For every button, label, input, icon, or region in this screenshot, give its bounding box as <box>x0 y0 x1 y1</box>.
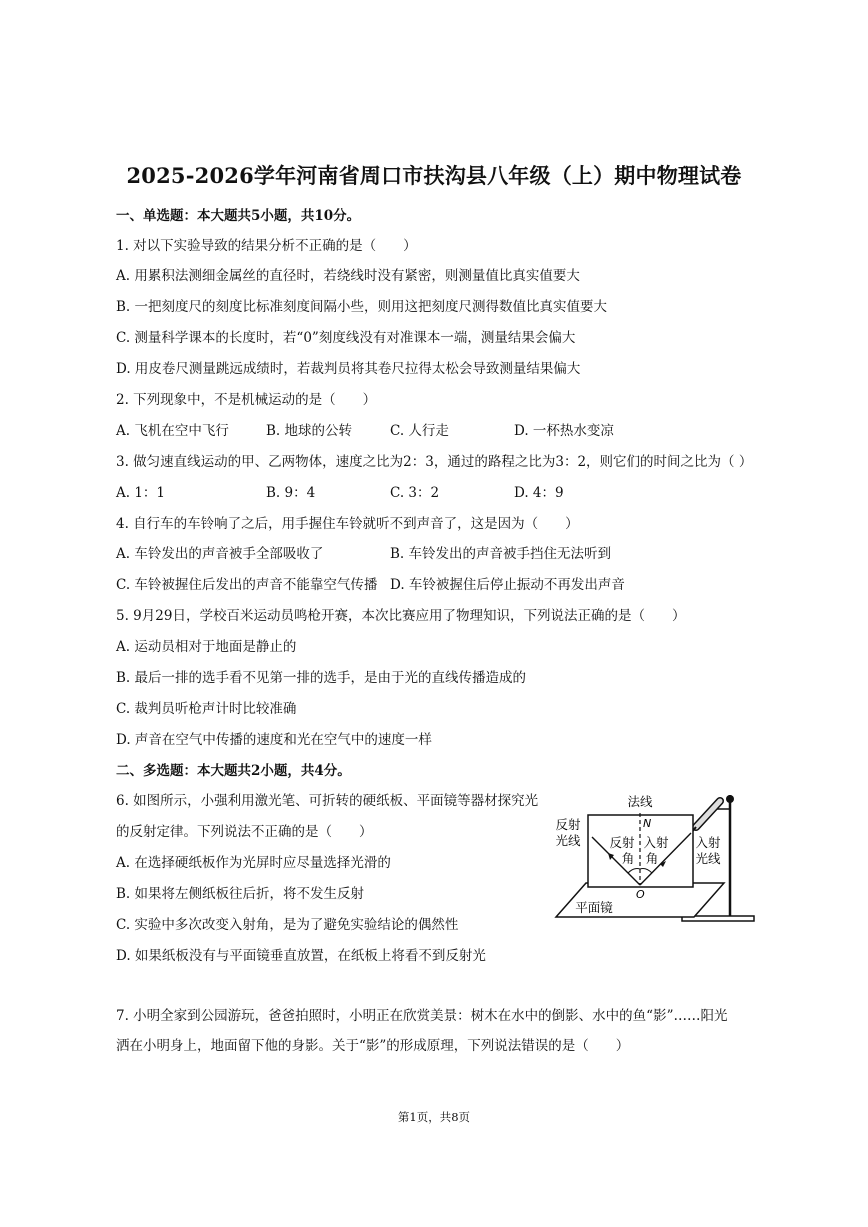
question-5-option-a: A. 运动员相对于地面是静止的 <box>116 639 297 655</box>
question-7-stem-line-2: 洒在小明身上，地面留下他的身影。关于“影”的形成原理，下列说法错误的是（ ） <box>116 1038 630 1054</box>
question-6-option-b: B. 如果将左侧纸板往后折，将不发生反射 <box>116 886 365 902</box>
incident-angle-label-2: 角 <box>645 851 659 866</box>
question-6-option-d: D. 如果纸板没有与平面镜垂直放置，在纸板上将看不到反射光 <box>116 948 486 964</box>
normal-n-label: N <box>643 817 652 830</box>
question-5-stem: 5. 9月29日，学校百米运动员鸣枪开赛，本次比赛应用了物理知识，下列说法正确的是（ ） <box>116 608 686 624</box>
question-2-stem: 2. 下列现象中，不是机械运动的是（ ） <box>116 392 377 408</box>
page-footer: 第1页，共8页 <box>397 1110 471 1124</box>
question-4-stem: 4. 自行车的车铃响了之后，用手握住车铃就听不到声音了，这是因为（ ） <box>116 516 579 532</box>
question-2-option-c: C. 人行走 <box>390 423 449 439</box>
reflected-ray-label-2: 光线 <box>555 833 581 848</box>
reflect-angle-label-1: 反射 <box>609 835 635 850</box>
reflect-angle-label-2: 角 <box>621 851 635 866</box>
question-5-option-b: B. 最后一排的选手看不见第一排的选手，是由于光的直线传播造成的 <box>116 670 527 686</box>
laser-pen <box>691 801 720 833</box>
question-3-option-c: C. 3：2 <box>390 485 440 501</box>
question-5-option-d: D. 声音在空气中传播的速度和光在空气中的速度一样 <box>116 732 432 748</box>
incident-ray-label-1: 入射 <box>695 835 721 850</box>
question-6-option-a: A. 在选择硬纸板作为光屏时应尽量选择光滑的 <box>116 855 391 871</box>
section-heading-multiple-choice: 二、多选题：本大题共2小题，共4分。 <box>116 763 351 779</box>
question-4-option-a: A. 车铃发出的声音被手全部吸收了 <box>116 546 324 562</box>
question-1-option-b: B. 一把刻度尺的刻度比标准刻度间隔小些，则用这把刻度尺测得数值比真实值要大 <box>116 299 608 315</box>
question-3-option-a: A. 1：1 <box>116 485 166 501</box>
question-2-option-a: A. 飞机在空中飞行 <box>116 423 229 439</box>
mirror-label: 平面镜 <box>575 900 613 915</box>
question-3-option-b: B. 9：4 <box>266 485 316 501</box>
question-1-option-c: C. 测量科学课本的长度时，若“0”刻度线没有对准课本一端，测量结果会偏大 <box>116 330 576 346</box>
question-2-option-d: D. 一杯热水变凉 <box>514 423 614 439</box>
page-title: 2025-2026学年河南省周口市扶沟县八年级（上）期中物理试卷 <box>126 163 742 188</box>
question-3-stem: 3. 做匀速直线运动的甲、乙两物体，速度之比为2：3，通过的路程之比为3：2，则它们的时间之比为（ ） <box>116 454 753 470</box>
question-7-stem-line-1: 7. 小明全家到公园游玩，爸爸拍照时，小明正在欣赏美景：树木在水中的倒影、水中的鱼“影”……阳光 <box>116 1008 728 1024</box>
question-2-option-b: B. 地球的公转 <box>266 423 353 439</box>
reflection-experiment-figure <box>548 785 760 925</box>
question-1-option-d: D. 用皮卷尺测量跳远成绩时，若裁判员将其卷尺拉得太松会导致测量结果偏大 <box>116 361 581 377</box>
question-6-stem-line-2: 的反射定律。下列说法不正确的是（ ） <box>116 824 373 840</box>
incident-angle-label-1: 入射 <box>643 835 669 850</box>
point-o-label: O <box>636 888 645 901</box>
question-4-option-d: D. 车铃被握住后停止振动不再发出声音 <box>390 577 625 593</box>
question-6-stem-line-1: 6. 如图所示，小强利用激光笔、可折转的硬纸板、平面镜等器材探究光 <box>116 793 539 809</box>
question-6-option-c: C. 实验中多次改变入射角，是为了避免实验结论的偶然性 <box>116 917 459 933</box>
incident-ray-label-2: 光线 <box>695 851 721 866</box>
question-1-option-a: A. 用累积法测细金属丝的直径时，若绕线时没有紧密，则测量值比真实值要大 <box>116 268 580 284</box>
stand-knob <box>726 795 734 803</box>
question-5-option-c: C. 裁判员听枪声计时比较准确 <box>116 701 297 717</box>
section-heading-single-choice: 一、单选题：本大题共5小题，共10分。 <box>116 208 361 224</box>
question-3-option-d: D. 4：9 <box>514 485 564 501</box>
question-4-option-b: B. 车铃发出的声音被手挡住无法听到 <box>390 546 612 562</box>
reflected-ray-label-1: 反射 <box>555 817 581 832</box>
question-4-option-c: C. 车铃被握住后发出的声音不能靠空气传播 <box>116 577 378 593</box>
question-1-stem: 1. 对以下实验导致的结果分析不正确的是（ ） <box>116 238 417 254</box>
normal-label: 法线 <box>627 794 653 809</box>
